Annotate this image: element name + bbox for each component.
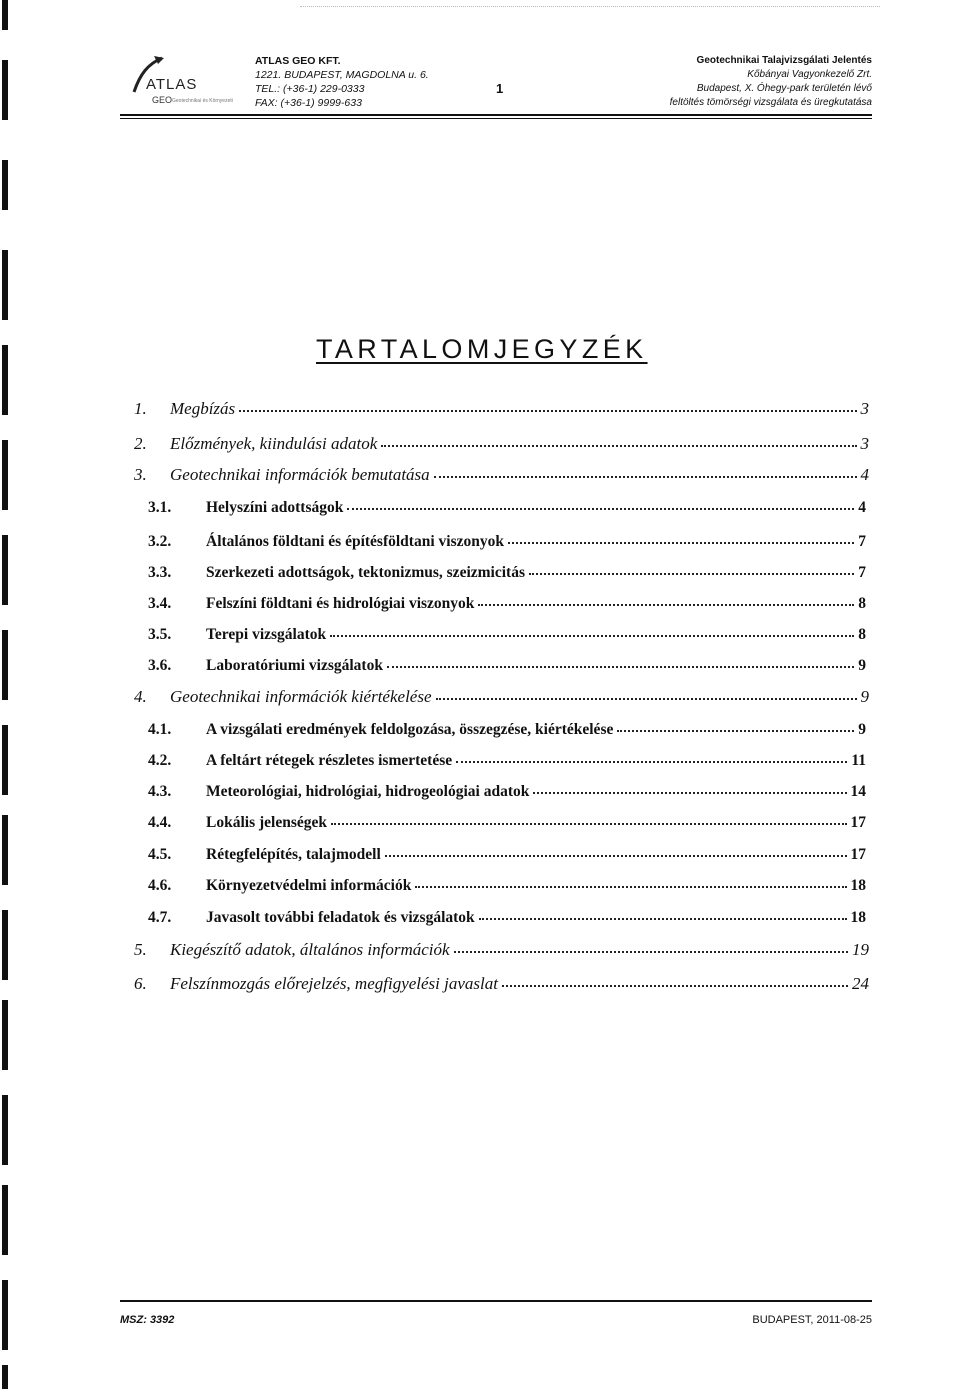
- toc-entry-number: 3.3.: [148, 564, 172, 581]
- toc-entry[interactable]: [148, 657, 866, 679]
- page-number: 1: [496, 81, 504, 96]
- toc-entry-label: Szerkezeti adottságok, tektonizmus, szeizmicitás: [206, 564, 525, 581]
- logo-sub: GEO: [152, 95, 173, 105]
- toc-entry-number: 5.: [134, 940, 147, 959]
- toc-entry-label: Felszínmozgás előrejelzés, megfigyelési javaslat: [170, 974, 498, 993]
- toc-leader-dots: [529, 573, 854, 575]
- logo-tagline: Geotechnikai és Környezeti: [172, 98, 233, 104]
- toc-entry[interactable]: [134, 465, 869, 487]
- toc-leader-dots: [387, 666, 854, 668]
- toc-entry-label: Lokális jelenségek: [206, 814, 327, 831]
- toc-entry-label: Laboratóriumi vizsgálatok: [206, 657, 383, 674]
- toc-entry-number: 4.3.: [148, 783, 172, 800]
- toc-entry[interactable]: [148, 783, 866, 805]
- toc-leader-dots: [331, 823, 847, 825]
- toc-entry-number: 4.: [134, 687, 147, 706]
- toc-leader-dots: [330, 635, 854, 637]
- toc-entry-number: 4.5.: [148, 846, 172, 863]
- toc-entry-label: Megbízás: [170, 399, 236, 418]
- toc-entry[interactable]: [148, 533, 866, 555]
- toc-entry-page: 7: [858, 564, 866, 581]
- toc-entry-number: 3.5.: [148, 626, 172, 643]
- toc-entry-label: Felszíni földtani és hidrológiai viszonyok: [206, 595, 475, 612]
- toc-entry-label: Helyszíni adottságok: [206, 499, 344, 516]
- toc-leader-dots: [381, 445, 856, 447]
- toc-leader-dots: [434, 476, 857, 478]
- toc-entry[interactable]: [134, 687, 869, 709]
- footer-date: BUDAPEST, 2011-08-25: [752, 1314, 872, 1326]
- toc-entry-page: 14: [850, 783, 866, 800]
- toc-entry[interactable]: [148, 626, 866, 648]
- toc-entry-page: 19: [852, 940, 869, 959]
- toc-entry-label: Kiegészítő adatok, általános információk: [170, 940, 450, 959]
- toc-leader-dots: [479, 918, 847, 920]
- report-location: Budapest, X. Óhegy-park területén lévő: [696, 83, 872, 94]
- toc-entry-label: Előzmények, kiindulási adatok: [170, 434, 378, 453]
- toc-entry-label: Geotechnikai információk kiértékelése: [170, 687, 432, 706]
- toc-title: TARTALOMJEGYZÉK: [316, 334, 648, 364]
- toc-entry-number: 2.: [134, 434, 147, 453]
- toc-entry[interactable]: [134, 399, 869, 421]
- header-divider-thin: [120, 118, 872, 119]
- toc-entry[interactable]: [148, 595, 866, 617]
- report-info: [670, 54, 872, 110]
- toc-entry[interactable]: [148, 909, 866, 931]
- toc-entry-number: 3.6.: [148, 657, 172, 674]
- toc-entry[interactable]: [134, 974, 869, 996]
- toc-entry-page: 18: [850, 877, 866, 894]
- toc-entry[interactable]: [134, 940, 869, 962]
- toc-entry[interactable]: [148, 752, 866, 774]
- toc-entry-label: Rétegfelépítés, talajmodell: [206, 846, 381, 863]
- toc-entry-number: 3.: [134, 465, 147, 484]
- logo-name: ATLAS: [146, 76, 198, 93]
- company-name: ATLAS GEO KFT.: [255, 55, 341, 67]
- toc-leader-dots: [415, 886, 846, 888]
- toc-entry[interactable]: [148, 877, 866, 899]
- toc-entry-label: Javasolt további feladatok és vizsgálatok: [206, 909, 475, 926]
- page-footer: [120, 1300, 872, 1340]
- toc-entry-label: Meteorológiai, hidrológiai, hidrogeológiai adatok: [206, 783, 530, 800]
- toc-entry-label: Terepi vizsgálatok: [206, 626, 327, 643]
- toc-leader-dots: [347, 508, 854, 510]
- toc-entry-page: 8: [858, 626, 866, 643]
- toc-entry-number: 3.1.: [148, 499, 172, 516]
- toc-leader-dots: [502, 985, 848, 987]
- toc-entry-number: 1.: [134, 399, 147, 418]
- toc-entry[interactable]: [148, 814, 866, 836]
- toc-entry-number: 4.6.: [148, 877, 172, 894]
- toc-leader-dots: [617, 730, 854, 732]
- scan-line: [300, 6, 880, 8]
- report-subject: feltöltés tömörségi vizsgálata és üregkutatása: [669, 97, 872, 108]
- toc-leader-dots: [508, 542, 854, 544]
- toc-entry-page: 9: [860, 687, 869, 706]
- toc-entry-number: 6.: [134, 974, 147, 993]
- toc-entry-label: A feltárt rétegek részletes ismertetése: [206, 752, 453, 769]
- toc-entry-number: 3.4.: [148, 595, 172, 612]
- toc-entry[interactable]: [148, 564, 866, 586]
- toc-leader-dots: [456, 761, 847, 763]
- toc-entry-page: 9: [858, 657, 866, 674]
- toc-leader-dots: [533, 792, 846, 794]
- toc-entry-page: 4: [860, 465, 869, 484]
- toc-entry-page: 24: [852, 974, 869, 993]
- toc-entry[interactable]: [148, 721, 866, 743]
- toc-leader-dots: [385, 855, 847, 857]
- toc-entry-page: 18: [850, 909, 866, 926]
- company-fax: FAX: (+36-1) 9999-633: [255, 97, 362, 109]
- toc-entry-number: 4.2.: [148, 752, 172, 769]
- toc-leader-dots: [436, 698, 857, 700]
- header-divider: [120, 114, 872, 116]
- toc-entry-page: 17: [850, 846, 866, 863]
- toc-entry-label: A vizsgálati eredmények feldolgozása, összegzése, kiértékelése: [206, 721, 614, 738]
- toc-entry-number: 3.2.: [148, 533, 172, 550]
- toc-entry-label: Környezetvédelmi információk: [206, 877, 412, 894]
- report-client: Kőbányai Vagyonkezelő Zrt.: [747, 69, 872, 80]
- toc-entry-number: 4.4.: [148, 814, 172, 831]
- toc-leader-dots: [239, 410, 856, 412]
- footer-standard: MSZ: 3392: [120, 1314, 175, 1326]
- toc-entry-label: Geotechnikai információk bemutatása: [170, 465, 430, 484]
- company-address: 1221. BUDAPEST, MAGDOLNA u. 6.: [255, 69, 429, 81]
- toc-entry-page: 3: [860, 399, 869, 418]
- toc-entry[interactable]: [134, 434, 869, 456]
- toc-entry-number: 4.7.: [148, 909, 172, 926]
- company-tel: TEL.: (+36-1) 229-0333: [255, 83, 365, 95]
- toc-leader-dots: [478, 604, 854, 606]
- company-info: [255, 54, 429, 110]
- toc-entry[interactable]: [148, 499, 866, 521]
- toc-entry-page: 9: [858, 721, 866, 738]
- toc-entry-page: 17: [850, 814, 866, 831]
- report-title: Geotechnikai Talajvizsgálati Jelentés: [696, 55, 872, 66]
- toc-leader-dots: [454, 951, 848, 953]
- toc-entry-page: 7: [858, 533, 866, 550]
- toc-entry[interactable]: [148, 846, 866, 868]
- binding-marks: [2, 0, 10, 1389]
- toc-entry-number: 4.1.: [148, 721, 172, 738]
- toc-entry-page: 11: [851, 752, 866, 769]
- toc-entry-page: 3: [860, 434, 869, 453]
- page-header: [120, 30, 872, 116]
- toc-entry-page: 4: [858, 499, 866, 516]
- toc-entry-label: Általános földtani és építésföldtani viszonyok: [206, 533, 504, 550]
- footer-divider: [120, 1300, 872, 1302]
- toc-entry-page: 8: [858, 595, 866, 612]
